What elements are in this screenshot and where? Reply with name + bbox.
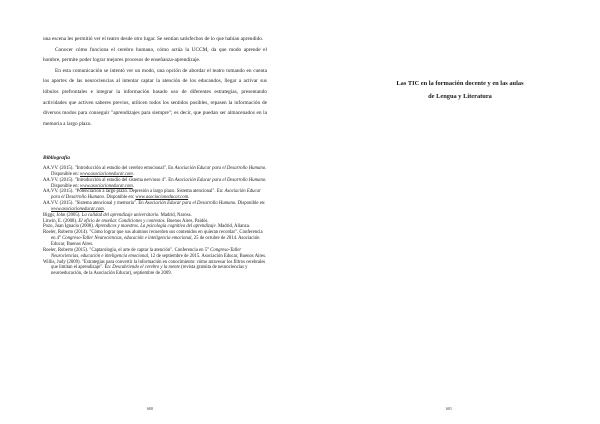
bibliography-entry [43,178,267,190]
reference-title: El oficio de enseñar. Condiciones y contextos. [78,218,166,224]
reference-text: AA.VV. (2015). "Sistema atencional y memoria". En [43,201,145,207]
reference-text: 12 de septiembre de 2015. Asociación Educar, Buenos Aires. [149,253,267,259]
reference-title: Asociación Educar para el Desarrollo Humano. [144,201,237,207]
page-number-right: 601 [446,406,452,411]
reference-text: Willis, Judy (2009). "Estrategias para convertir la información en conocimiento: cómo atravesar los filtros cerebrales que limitan el aprendizaje". En: [43,259,266,271]
page-number-left: 600 [147,406,153,411]
reference-link[interactable]: www.asociacioneducar.com [80,183,133,189]
reference-text: Disponible en: [105,195,136,201]
reference-text: Pozo, Juan Ignacio (2008). [43,224,96,230]
reference-text: Buenos Aires, Paidós. [165,218,209,224]
bibliography-entry [43,201,267,213]
reference-text: Roeler, Roberto (2015). "Captarología, el arte de captar la atención". Conferencia en 5° [43,247,211,253]
reference-text: Litwin, E. (2008). [43,218,79,224]
reference-title: Asociación Educar para el Desarrollo Humano. [51,189,261,201]
bibliography-entry [43,248,267,260]
reference-text: . [132,171,134,177]
reference-title: Asociación Educar para el Desarrollo Humano. [174,177,267,183]
reference-text: . [103,206,105,212]
bibliography-entry [43,189,267,201]
bibliography-entry [43,230,267,248]
reference-text: Biggs, John (2005). [43,212,82,218]
title-line-1: Las TIC en la formación docente y en las aulas [396,80,524,87]
reference-link[interactable]: www.asociacioneducar.com [51,206,104,212]
reference-text: (revista gratuita de neurociencias y neuroeducación, de la Asociación Educar), septiembre de 2009. [51,265,248,277]
bibliography-entry [43,166,267,178]
reference-title: Congreso-Taller Neurociencias, educación e inteligencia emocional, [51,247,242,259]
reference-text: . [132,183,134,189]
reference-title: Congreso-Taller Neurociencias, educación e inteligencia emocional, [62,236,193,242]
bibliography-entry [43,260,267,278]
reference-title: Aprendices y maestros. La psicología cognitiva del aprendizaje. [95,224,217,230]
reference-text: Roeler, Roberto (2014). "Cómo lograr que sus alumnos recuerden sus contenidos en quieran recordar". Conferencia en 4° [43,230,263,242]
reference-text: Disponible en: [51,183,81,189]
body-text [43,34,267,129]
reference-text: Madrid, Alianza. [216,224,251,230]
reference-title: Asociación Educar para el Desarrollo Humano. [174,166,267,171]
reference-title: Descubriendo el cerebro y la mente [112,265,180,271]
reference-text: AA.VV. (2015). "Introducción al estudio del cerebro emocional". En [43,166,175,171]
right-page [300,0,600,424]
reference-text: 25 de octubre de 2014. Asociación Educar, Buenos Aires. [51,236,260,247]
reference-text: Disponible en: [51,171,81,177]
reference-title: La calidad del aprendizaje universitario. [81,212,160,218]
reference-text: AA.VV. (2015). "Introducción al estudio del sistema nervioso 4". En [43,177,175,183]
reference-link[interactable]: www.asociacioneducar.com [135,195,189,201]
paragraph-1: una escena les permitió ver el teatro desde otro lugar. Se sentían satisfechos de lo que habían aprendido. [43,36,264,42]
paragraph-3: En esta comunicación se intentó ver un modo, una opción de abordar el teatro tomando en cuenta los aportes de las neurociencias al intentar captar la atención de los educandos, llegar a activar sus lóbulos prefrontales e integrar la información basado uso de diferentes estrategias, presentando actividades que activen saberes previos, utilicen todos los sentidos posibles, repasen la información de diversos modos para conseguir "aprendizajes para siempre"; es decir, que puedan ser almacenados en la memoria a largo plazo. [43,67,267,127]
paragraph-2: Conocer cómo funciona el cerebro humano, cómo actúa la UCCM, da que modo aprende el hombre, permite poder lograr mejores procesos de enseñanza-aprendizaje. [43,46,267,64]
reference-link[interactable]: www.asociacioneducar.com [80,171,133,177]
section-title [370,77,550,103]
reference-text: Madrid, Narcea. [159,212,192,218]
reference-text: AA.VV. (2015). "Potenciación a largo plazo. Depresión a largo plazo. Sistema atencional". En: [43,189,225,195]
bibliography-heading: Bibliografía [43,155,70,161]
bibliography-list [43,166,267,277]
title-line-2: de Lengua y Literatura [428,93,492,100]
reference-text: . [188,195,190,201]
reference-text: Disponible en: [236,201,266,207]
